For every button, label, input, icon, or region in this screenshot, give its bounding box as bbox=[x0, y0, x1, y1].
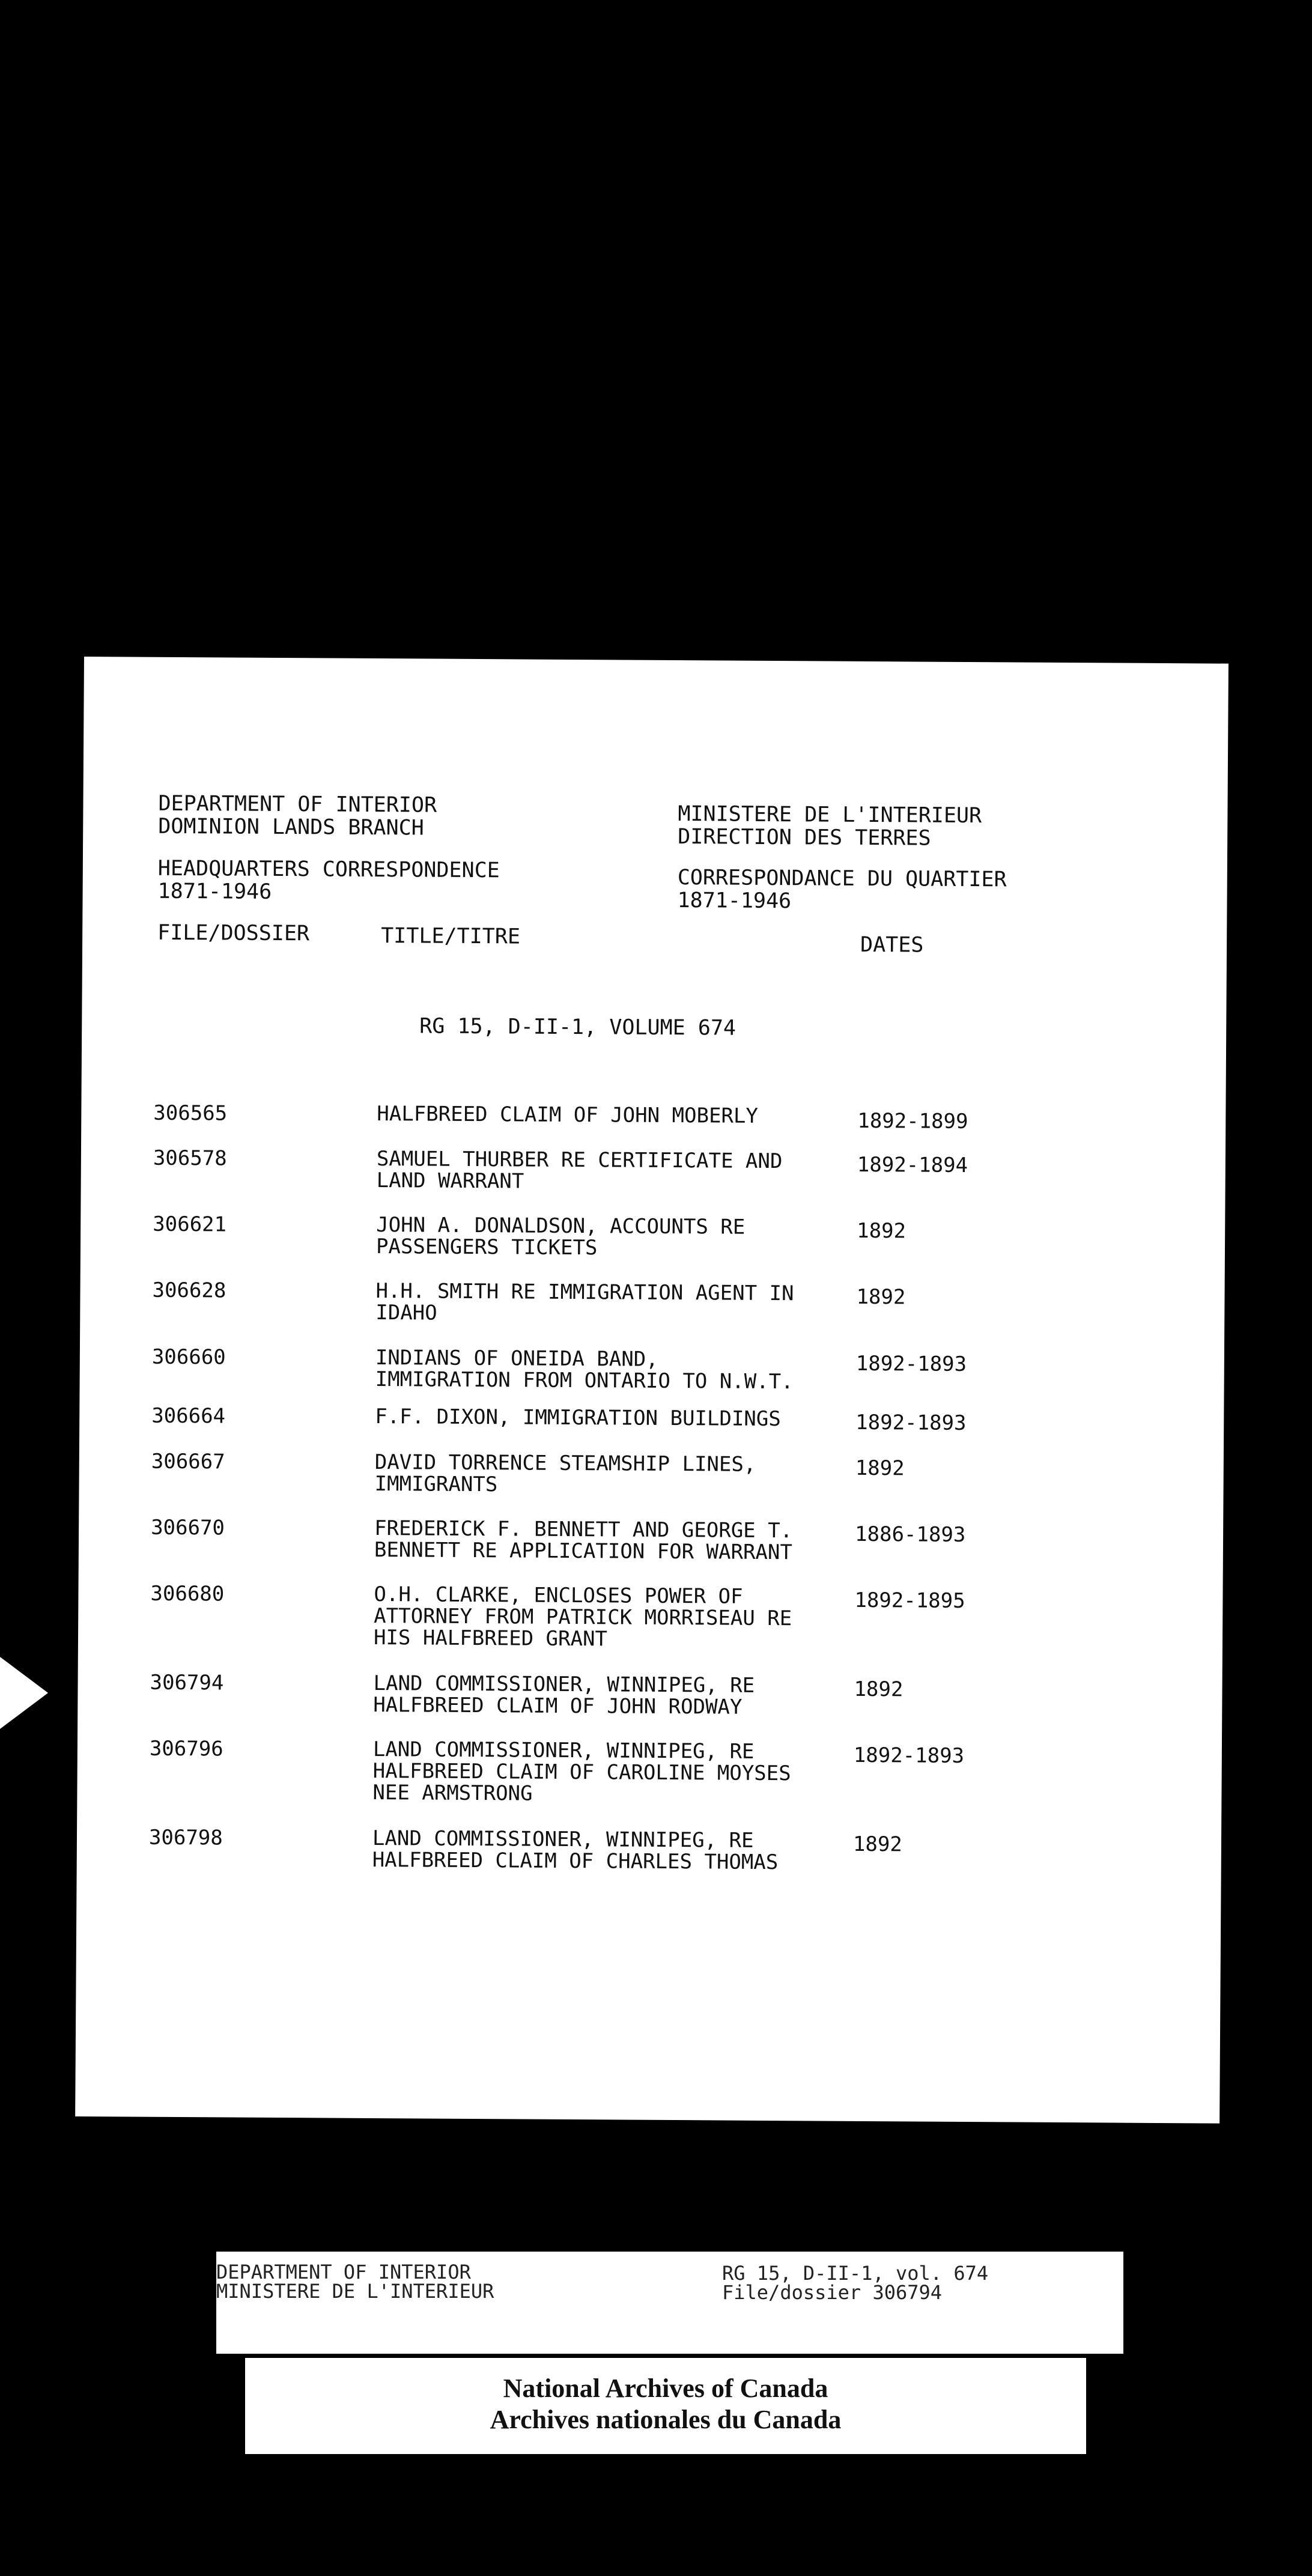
file-dates: 1892 bbox=[857, 1218, 907, 1244]
document-page bbox=[75, 657, 1228, 2124]
file-dates: 1892-1899 bbox=[857, 1108, 968, 1134]
file-number: 306621 bbox=[153, 1212, 227, 1237]
file-title: F.F. DIXON, IMMIGRATION BUILDINGS bbox=[375, 1404, 781, 1432]
archive-label-strip bbox=[216, 2252, 1123, 2354]
table-row bbox=[81, 1101, 1225, 1134]
table-row bbox=[79, 1581, 1223, 1651]
archive-footer bbox=[245, 2358, 1086, 2454]
file-number: 306664 bbox=[151, 1403, 226, 1429]
table-row bbox=[79, 1515, 1223, 1565]
department-title-fr: MINISTERE DE L'INTERIEUR DIRECTION DES TERRES bbox=[678, 802, 982, 851]
file-dates: 1892-1893 bbox=[853, 1743, 965, 1768]
file-dates: 1892 bbox=[852, 1832, 902, 1857]
correspondence-title-en: HEADQUARTERS CORRESPONDENCE 1871-1946 bbox=[157, 856, 500, 904]
table-row bbox=[77, 1825, 1221, 1875]
file-number: 306667 bbox=[151, 1449, 225, 1474]
label-department: DEPARTMENT OF INTERIOR MINISTERE DE L'INTERIEUR bbox=[216, 2261, 494, 2303]
file-number: 306794 bbox=[150, 1670, 224, 1695]
table-row bbox=[80, 1344, 1224, 1394]
department-title-en: DEPARTMENT OF INTERIOR DOMINION LANDS BRANCH bbox=[158, 791, 437, 840]
column-header-file: FILE/DOSSIER bbox=[157, 920, 310, 946]
archive-name-fr: Archives nationales du Canada bbox=[490, 2405, 842, 2434]
file-title: LAND COMMISSIONER, WINNIPEG, RE HALFBREED CLAIM OF CAROLINE MOYSES NEE ARMSTRONG bbox=[372, 1737, 791, 1806]
file-number: 306578 bbox=[153, 1146, 227, 1171]
file-dates: 1886-1893 bbox=[854, 1522, 966, 1547]
file-dates: 1892-1895 bbox=[854, 1588, 965, 1613]
file-title: DAVID TORRENCE STEAMSHIP LINES, IMMIGRANTS bbox=[374, 1450, 756, 1497]
table-row bbox=[80, 1212, 1225, 1260]
table-row bbox=[79, 1403, 1224, 1435]
file-number: 306628 bbox=[152, 1278, 226, 1303]
archive-name-en: National Archives of Canada bbox=[503, 2374, 828, 2403]
file-dates: 1892 bbox=[856, 1284, 906, 1310]
file-title: LAND COMMISSIONER, WINNIPEG, RE HALFBREED CLAIM OF JOHN RODWAY bbox=[373, 1671, 755, 1719]
file-title: SAMUEL THURBER RE CERTIFICATE AND LAND WARRANT bbox=[376, 1146, 783, 1194]
file-number: 306660 bbox=[151, 1344, 226, 1370]
file-title: FREDERICK F. BENNETT AND GEORGE T. BENNETT RE APPLICATION FOR WARRANT bbox=[374, 1516, 793, 1565]
column-header-dates: DATES bbox=[860, 932, 924, 958]
volume-heading: RG 15, D-II-1, VOLUME 674 bbox=[419, 1014, 736, 1040]
label-reference: RG 15, D-II-1, vol. 674 File/dossier 306794 bbox=[722, 2262, 989, 2304]
file-dates: 1892 bbox=[855, 1456, 905, 1481]
file-title: HALFBREED CLAIM OF JOHN MOBERLY bbox=[377, 1101, 759, 1128]
file-dates: 1892-1893 bbox=[855, 1410, 967, 1435]
file-tab-marker bbox=[0, 1657, 48, 1729]
file-dates: 1892-1893 bbox=[855, 1351, 967, 1376]
file-number: 306565 bbox=[153, 1101, 228, 1126]
correspondence-title-fr: CORRESPONDANCE DU QUARTIER 1871-1946 bbox=[677, 866, 1007, 914]
file-title: H.H. SMITH RE IMMIGRATION AGENT IN IDAHO bbox=[375, 1278, 794, 1325]
file-title: O.H. CLARKE, ENCLOSES POWER OF ATTORNEY FROM PATRICK MORRISEAU RE HIS HALFBREED GRANT bbox=[373, 1582, 792, 1651]
table-row bbox=[78, 1670, 1222, 1719]
file-title: JOHN A. DONALDSON, ACCOUNTS RE PASSENGERS TICKETS bbox=[375, 1212, 746, 1260]
table-row bbox=[79, 1449, 1224, 1497]
file-title: LAND COMMISSIONER, WINNIPEG, RE HALFBREED CLAIM OF CHARLES THOMAS bbox=[372, 1826, 779, 1875]
file-number: 306670 bbox=[151, 1515, 225, 1540]
file-number: 306796 bbox=[149, 1736, 223, 1761]
table-row bbox=[80, 1278, 1225, 1325]
file-title: INDIANS OF ONEIDA BAND, IMMIGRATION FROM ONTARIO TO N.W.T. bbox=[375, 1345, 794, 1394]
column-header-title: TITLE/TITRE bbox=[381, 924, 521, 949]
file-number: 306680 bbox=[150, 1581, 225, 1606]
file-dates: 1892 bbox=[854, 1677, 904, 1702]
file-dates: 1892-1894 bbox=[857, 1152, 968, 1178]
table-row bbox=[77, 1736, 1222, 1806]
table-row bbox=[81, 1146, 1225, 1194]
file-number: 306798 bbox=[148, 1825, 223, 1850]
